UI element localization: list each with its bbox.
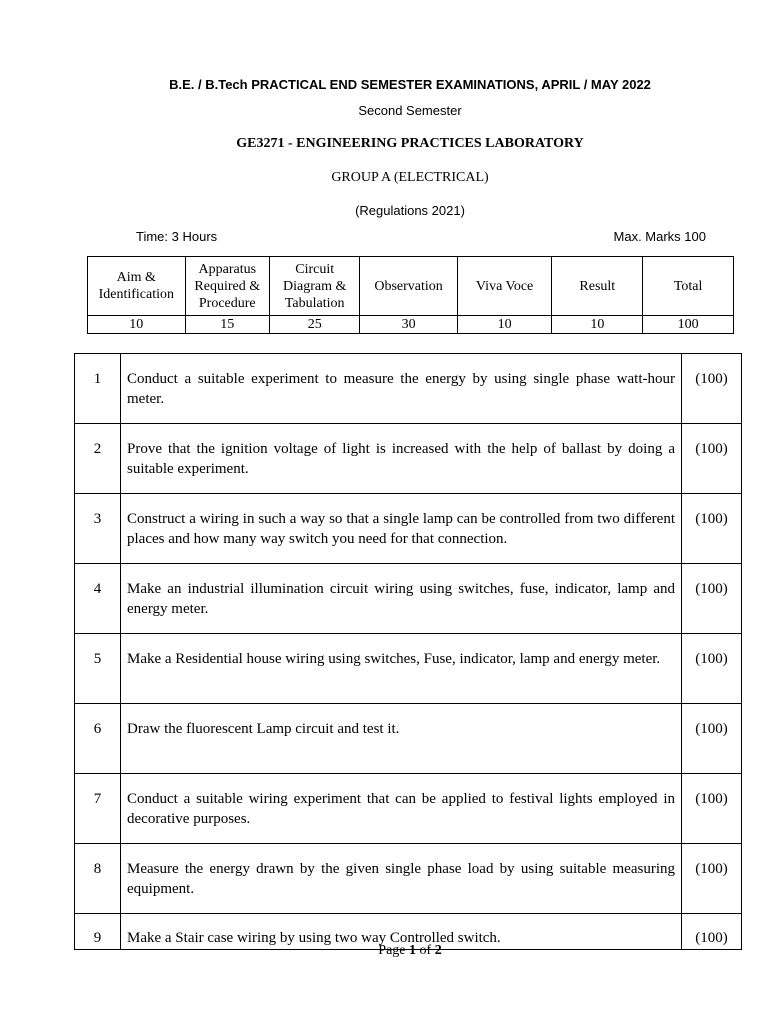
question-number: 2 [75,424,121,494]
course-title: GE3271 - ENGINEERING PRACTICES LABORATORY [236,136,584,151]
question-row [75,634,742,704]
question-marks: (100) [682,774,742,844]
exam-duration: Time: 3 Hours [136,229,218,244]
page-label: Page [378,943,406,958]
question-row [75,494,742,564]
question-marks: (100) [682,844,742,914]
question-row [75,564,742,634]
marks-value-apparatus: 15 [185,316,269,334]
marks-value-viva: 10 [457,316,552,334]
question-number: 1 [75,354,121,424]
marks-header-aim: Aim & Identification [88,257,186,316]
semester-label: Second Semester [358,103,462,118]
regulations-label: (Regulations 2021) [355,203,465,218]
marks-value-total: 100 [643,316,734,334]
question-text: Make a Residential house wiring using switches, Fuse, indicator, lamp and energy meter. [121,634,682,704]
marks-header-result: Result [552,257,643,316]
marks-header-total: Total [643,257,734,316]
marks-value-aim: 10 [88,316,186,334]
question-text: Make an industrial illumination circuit wiring using switches, fuse, indicator, lamp and energy meter. [121,564,682,634]
question-row [75,774,742,844]
marks-value-circuit: 25 [270,316,360,334]
group-label: GROUP A (ELECTRICAL) [331,170,489,185]
marks-value-row [88,316,734,334]
marks-value-observation: 30 [360,316,457,334]
question-marks: (100) [682,354,742,424]
question-number: 5 [75,634,121,704]
question-text: Construct a wiring in such a way so that a single lamp can be controlled from two different places and how many way switch you need for that connection. [121,494,682,564]
question-text: Make a Stair case wiring by using two way Controlled switch. [121,914,682,950]
question-number: 9 [75,914,121,950]
question-row [75,354,742,424]
questions-table [74,353,742,950]
question-row [75,844,742,914]
question-text: Conduct a suitable wiring experiment that can be applied to festival lights employed in decorative purposes. [121,774,682,844]
page-current: 1 [409,943,417,958]
marks-header-row [88,257,734,316]
question-marks: (100) [682,424,742,494]
question-text: Measure the energy drawn by the given single phase load by using suitable measuring equipment. [121,844,682,914]
marks-distribution-table [87,256,734,334]
question-number: 7 [75,774,121,844]
marks-header-observation: Observation [360,257,457,316]
question-number: 8 [75,844,121,914]
question-number: 4 [75,564,121,634]
marks-header-apparatus: Apparatus Required & Procedure [185,257,269,316]
question-row [75,704,742,774]
page-footer [0,943,768,959]
question-marks: (100) [682,914,742,950]
question-number: 3 [75,494,121,564]
question-marks: (100) [682,704,742,774]
marks-header-viva: Viva Voce [457,257,552,316]
max-marks: Max. Marks 100 [613,229,706,244]
question-number: 6 [75,704,121,774]
question-text: Draw the fluorescent Lamp circuit and test it. [121,704,682,774]
question-text: Conduct a suitable experiment to measure the energy by using single phase watt-hour meter. [121,354,682,424]
page-total: 2 [434,943,442,958]
question-marks: (100) [682,564,742,634]
question-marks: (100) [682,634,742,704]
marks-header-circuit: Circuit Diagram & Tabulation [270,257,360,316]
marks-value-result: 10 [552,316,643,334]
question-text: Prove that the ignition voltage of light is increased with the help of ballast by doing a suitable experiment. [121,424,682,494]
question-row [75,424,742,494]
question-marks: (100) [682,494,742,564]
page-of-label: of [419,943,432,958]
exam-title: B.E. / B.Tech PRACTICAL END SEMESTER EXAMINATIONS, APRIL / MAY 2022 [169,77,651,92]
